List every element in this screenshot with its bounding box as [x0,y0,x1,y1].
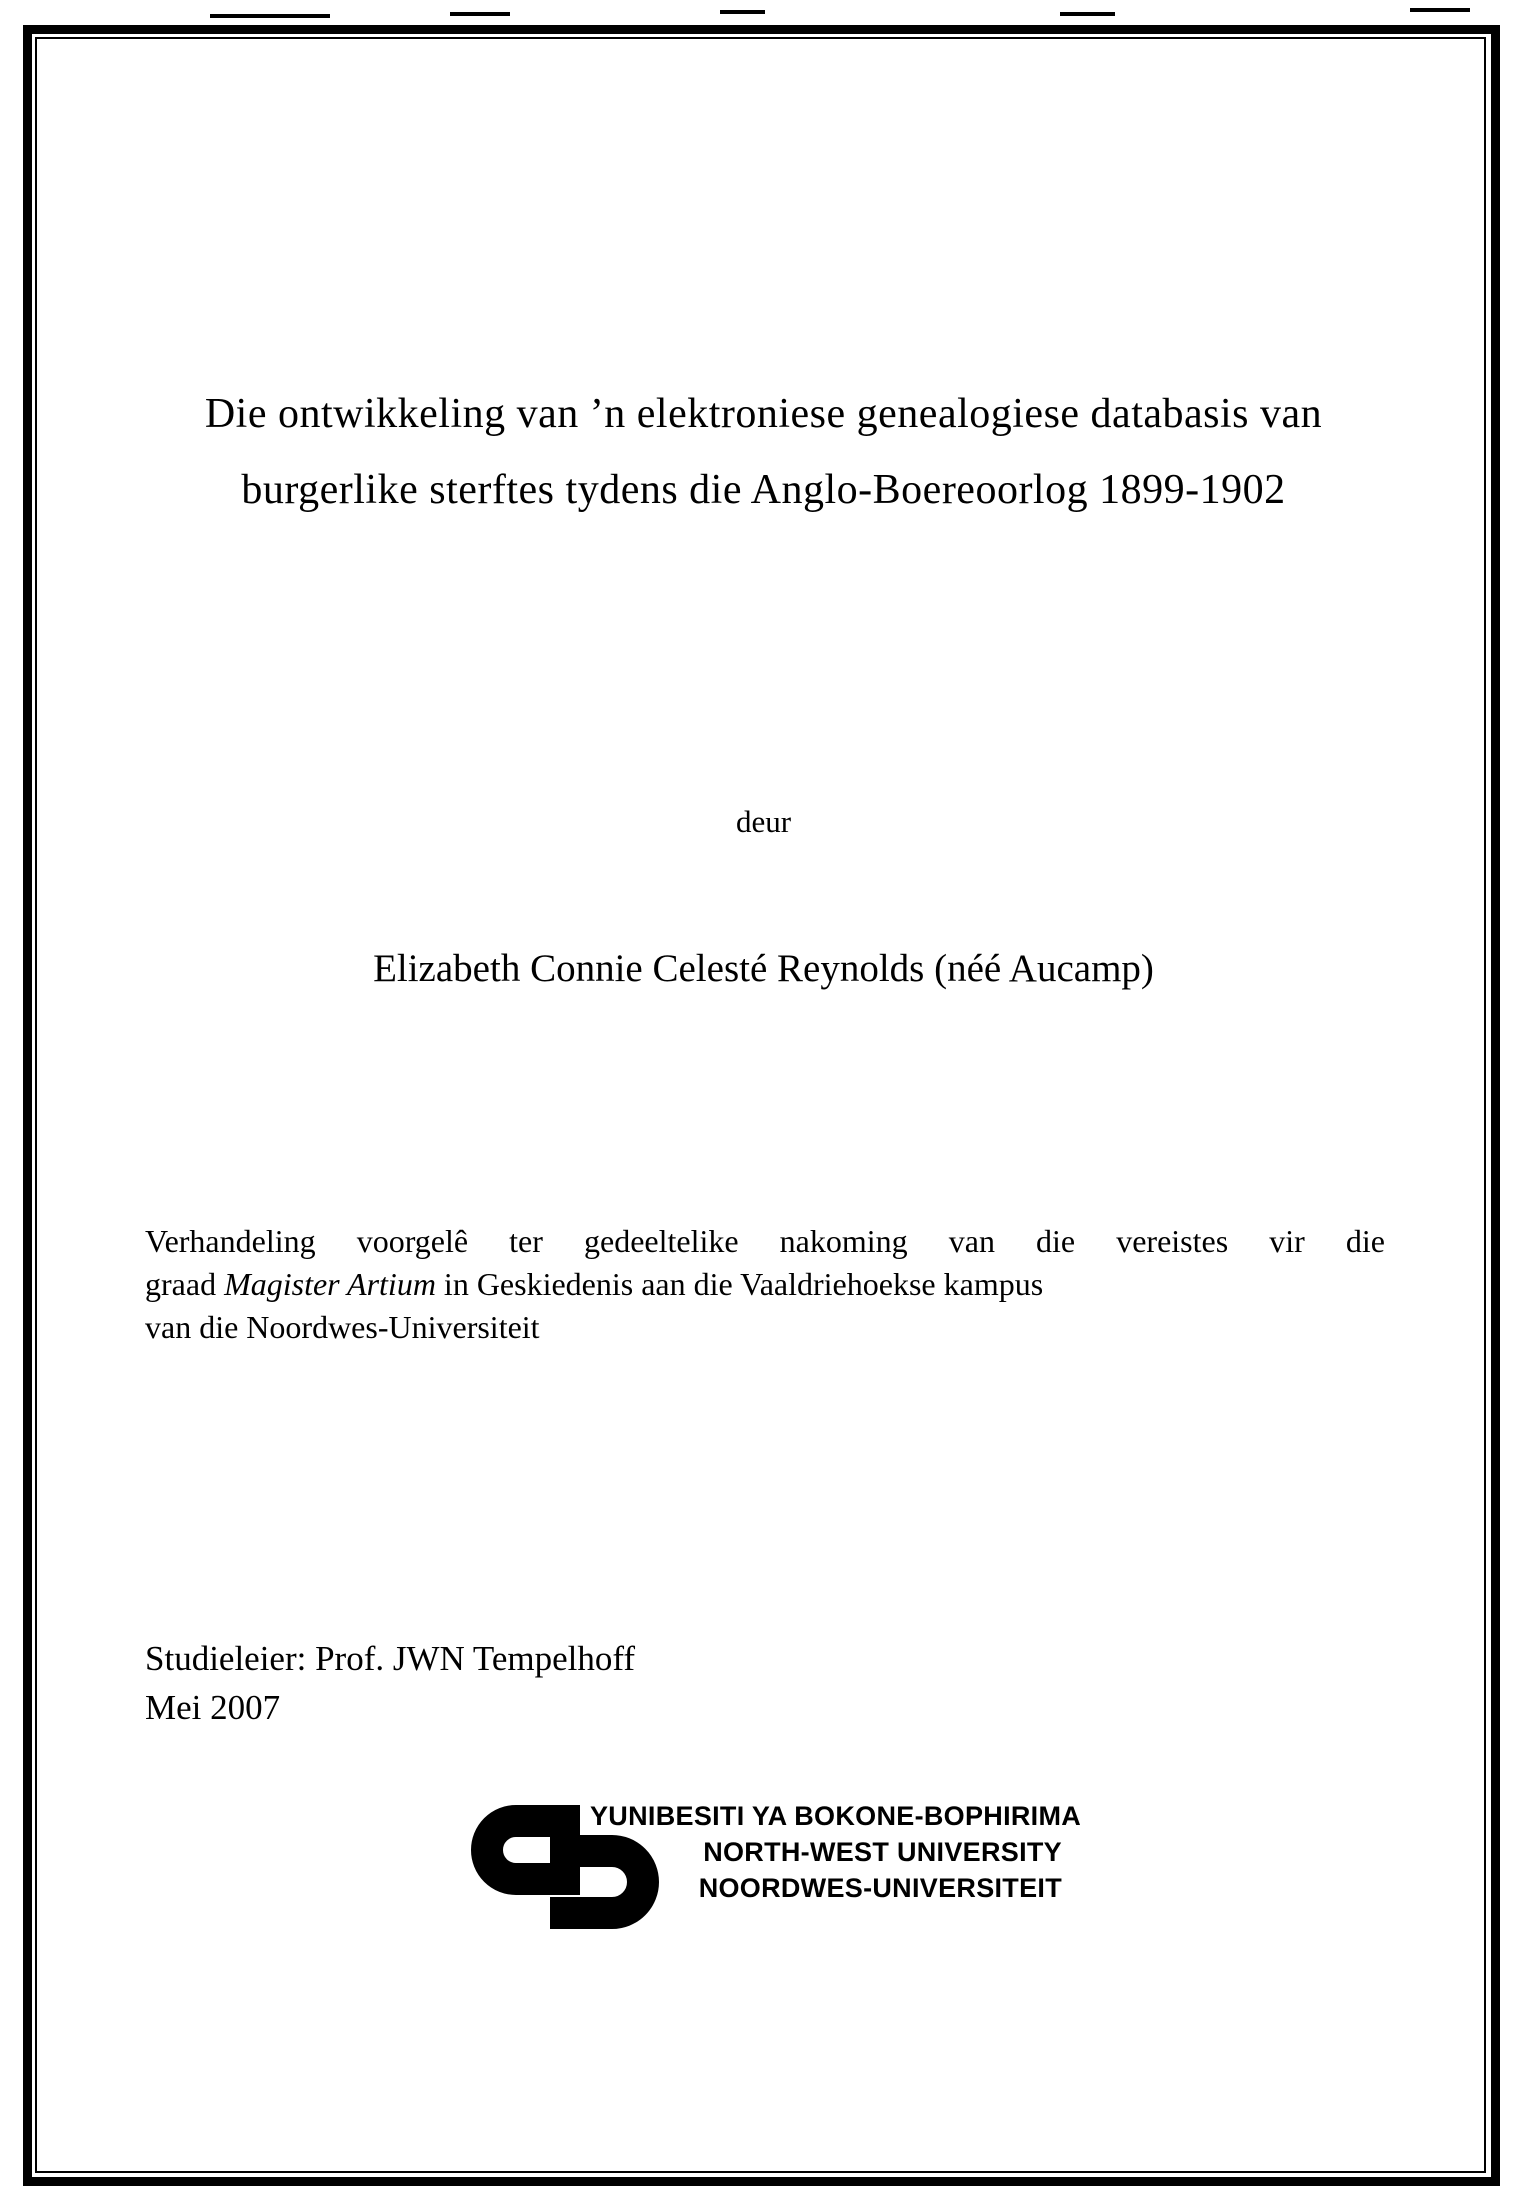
scan-artifact [1060,12,1115,16]
thesis-title-line2: burgerlike sterftes tydens die Anglo-Boereoorlog 1899-1902 [241,467,1286,513]
logo-text-line1: YUNIBESITI YA BOKONE-BOPHIRIMA [590,1801,1082,1831]
degree-statement [145,1220,1385,1349]
scan-artifact [720,10,765,14]
logo-text-line2: NORTH-WEST UNIVERSITY [703,1837,1062,1867]
degree-name-italic: Magister Artium [224,1266,436,1302]
degree-statement-line2-pre: graad [145,1266,225,1302]
supervisor-block [145,1634,635,1732]
scan-artifact [210,14,330,18]
university-logo [468,1798,1168,1933]
byline: deur [735,804,792,839]
degree-statement-line2-post: in Geskiedenis aan die Vaaldriehoekse kampus [435,1266,1044,1302]
university-logo-text [590,1798,1082,1906]
thesis-title-line1: Die ontwikkeling van ’n elektroniese genealogiese databasis van [204,391,1323,437]
scan-artifact [450,12,510,16]
degree-statement-line2 [145,1263,1385,1306]
thesis-title [80,376,1447,528]
date-line: Mei 2007 [145,1688,281,1727]
author-name: Elizabeth Connie Celesté Reynolds (néé Aucamp) [373,947,1154,990]
logo-text-line3: NOORDWES-UNIVERSITEIT [698,1873,1062,1903]
scan-artifact [1410,8,1470,12]
supervisor-line: Studieleier: Prof. JWN Tempelhoff [145,1639,636,1678]
degree-statement-line1: Verhandeling voorgelê ter gedeeltelike nakoming van die vereistes vir die [145,1223,1385,1259]
degree-statement-line3: van die Noordwes-Universiteit [145,1309,540,1345]
